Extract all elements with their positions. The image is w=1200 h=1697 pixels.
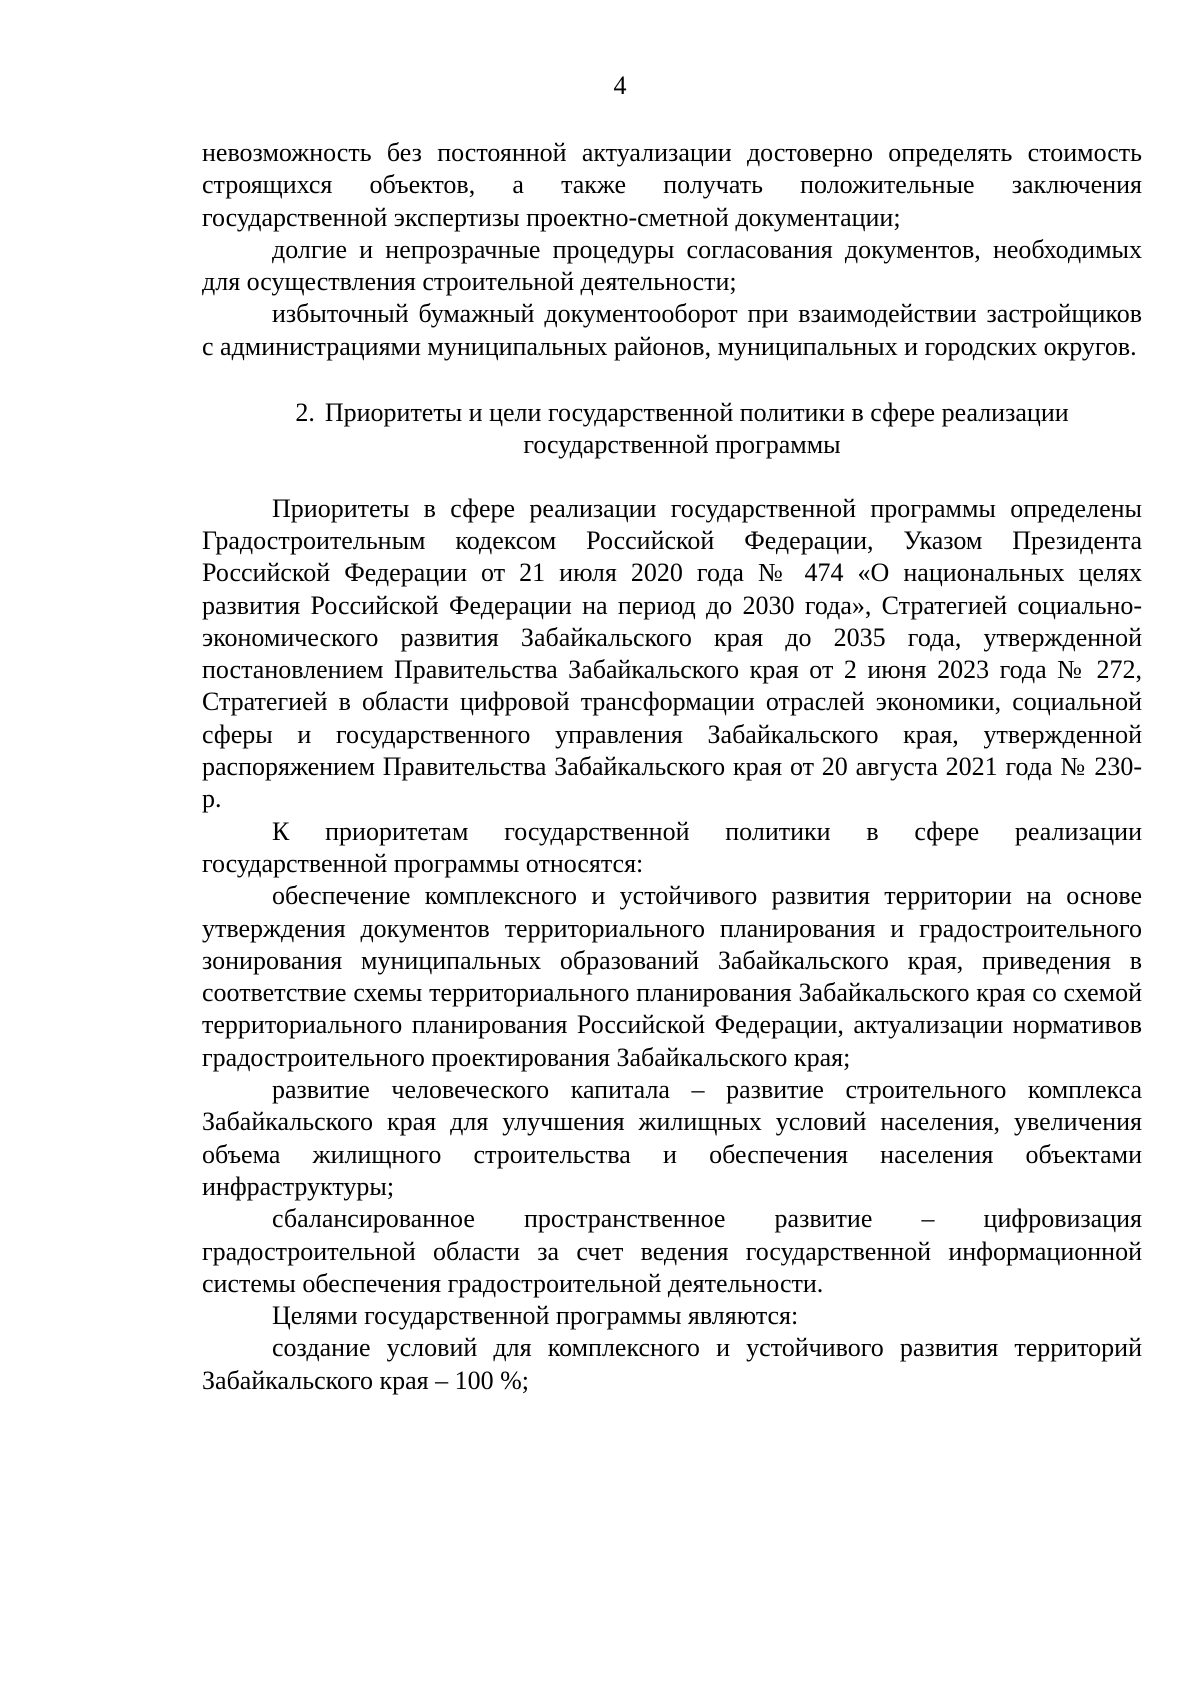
list-item-spatial-development: сбалансированное пространственное развитие – цифровизация градостроительной области за счет ведения государственной информационной системы обеспечения градостроительной деятельности. <box>202 1204 1142 1298</box>
spacer <box>202 462 1142 493</box>
paragraph-goals-intro: Целями государственной программы являются: <box>272 1301 799 1331</box>
list-item-goal-conditions: создание условий для комплексного и устойчивого развития территорий Забайкальского края – 100 %; <box>202 1333 1142 1395</box>
section-title-line2: государственной программы <box>523 430 841 460</box>
section-number: 2. <box>295 398 315 428</box>
section-title-line1: Приоритеты и цели государственной политики в сфере реализации <box>324 398 1069 428</box>
list-item-paperwork: избыточный бумажный документооборот при взаимодействии застройщиков с администрациями муниципальных районов, муниципальных и городских округов. <box>202 299 1142 361</box>
spacer <box>202 363 1142 397</box>
list-item-human-capital: развитие человеческого капитала – развитие строительного комплекса Забайкальского края для улучшения жилищных условий населения, увеличения объема жилищного строительства и обеспечения населения объектами инфраструктуры; <box>202 1075 1142 1201</box>
page-number: 4 <box>613 71 627 100</box>
section-heading <box>202 397 1142 462</box>
paragraph-priorities-basis: Приоритеты в сфере реализации государственной программы определены Градостроительным кодексом Российской Федерации, Указом Президента Российской Федерации от 21 июля 2020 года № 474 «О национальных целях развития Российской Федерации на период до 2030 года», Стратегией социально-экономического развития Забайкальского края до 2035 года, утвержденной постановлением Правительства Забайкальского края от 2 июня 2023 года № 272, Стратегией в области цифровой трансформации отраслей экономики, социальной сферы и государственного управления Забайкальского края, утвержденной распоряжением Правительства Забайкальского края от 20 августа 2021 года № 230-р. <box>202 493 1142 814</box>
list-item-territory-development: обеспечение комплексного и устойчивого развития территории на основе утверждения документов территориального планирования и градостроительного зонирования муниципальных образований Забайкальского края, приведения в соответствие схемы территориального планирования Забайкальского края со схемой территориального планирования Российской Федерации, актуализации нормативов градостроительного проектирования Забайкальского края; <box>202 881 1142 1072</box>
list-item-procedures: долгие и непрозрачные процедуры согласования документов, необходимых для осуществления строительной деятельности; <box>202 234 1142 297</box>
paragraph-continuation: невозможность без постоянной актуализации достоверно определять стоимость строящихся объектов, а также получать положительные заключения государственной экспертизы проектно-сметной документации; <box>202 138 1142 232</box>
document-body <box>202 137 1142 1397</box>
paragraph-priorities-intro: К приоритетам государственной политики в сфере реализации государственной программы относятся: <box>202 816 1142 878</box>
